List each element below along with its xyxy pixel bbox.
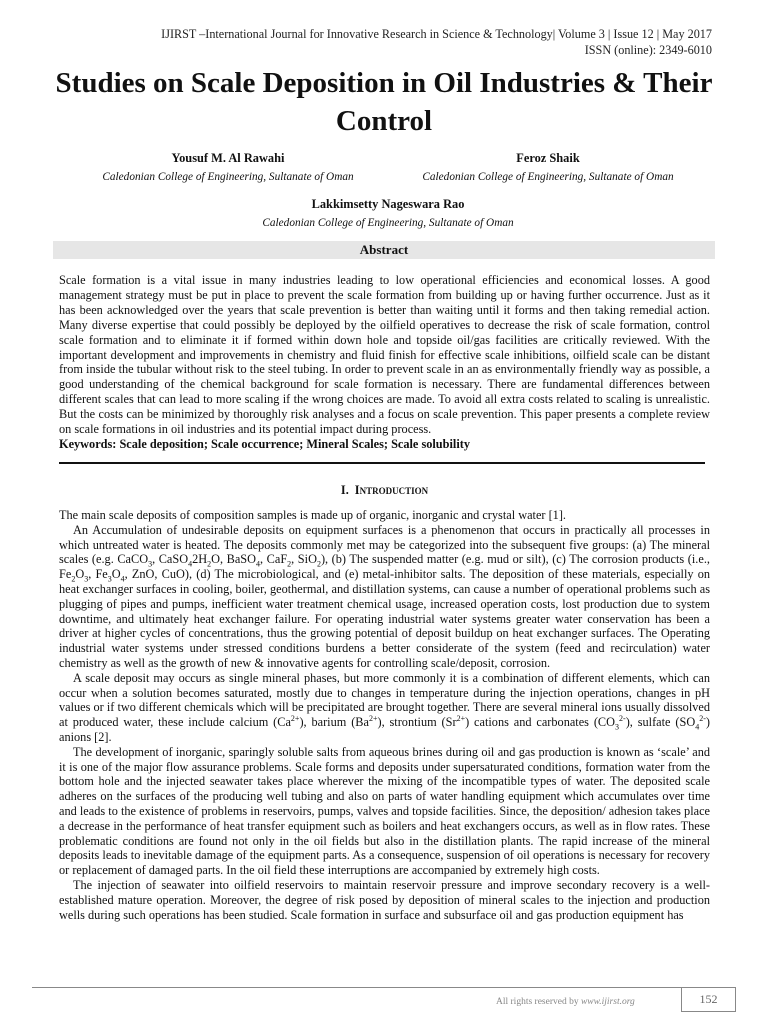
paragraph: An Accumulation of undesirable deposits on equipment surfaces is a phenomenon that occurs in practically all processes in which untreated water is heated. The deposits commonly met may be categorized into the subsequent five groups: (a) The mineral scales (e.g. CaCO$_3$, $CaSO_42H_2O$, BaSO$_4$, CaF$_2$, SiO$_2$), (b) The suspended matter (e.g. mud or silt), (c) The corrosion products (i.e., $Fe_2O_3$, $Fe_3O_4$, ZnO, CuO), (d) The microbiological, and (e) metal-inhibitor salts. The deposition of these materials, especially on heat exchanger surfaces in cooling, boiler, geothermal, and distillation systems, can cause a number of operational problems such as plugging of pipes and pumps, inefficient water treatment chemical usage, increased operation costs, lost production due to system downtime, and ultimately heat exchanger failure. For operating industrial water systems greater water conservation has been a driver at higher cycles of concentrations, thus the growing potential of deposit buildup on heat exchanger surfaces. The Operating industrial water systems under stressed conditions burdens a better considerate of the system (feed and recirculation) water chemistry as well as the growth of new & innovative agents for controlling scale/deposit, corrosion.: [59, 522, 710, 670]
journal-header: [161, 26, 712, 58]
paper-title: Studies on Scale Deposition in Oil Industries & Their Control: [55, 67, 713, 137]
divider: [59, 462, 705, 464]
paragraph: The main scale deposits of composition samples is made up of organic, inorganic and crystal water [1].: [59, 508, 567, 522]
page-number: 152: [681, 987, 736, 1012]
author-affiliation: Caledonian College of Engineering, Sultanate of Oman: [422, 171, 674, 183]
section-title: Introduction: [354, 483, 429, 497]
author-3: [60, 196, 716, 231]
footer-divider: [32, 987, 736, 988]
author-name: Feroz Shaik: [516, 151, 580, 165]
author-2: [380, 150, 716, 185]
author-name: Lakkimsetty Nageswara Rao: [311, 197, 465, 211]
keywords: Keywords: Scale deposition; Scale occurrence; Mineral Scales; Scale solubility: [59, 437, 470, 451]
site-link[interactable]: www.ijirst.org: [580, 997, 635, 1007]
issn: ISSN (online): 2349-6010: [584, 43, 712, 57]
author-affiliation: Caledonian College of Engineering, Sultanate of Oman: [262, 217, 514, 229]
paragraph: The injection of seawater into oilfield reservoirs to maintain reservoir pressure and improve secondary recovery is a well-established mature operation. Moreover, the degree of risk posed by deposition of mineral scales to the injection and production wells during such operations has been studied. Scale formation in surface and subsurface oil and gas production equipment has: [59, 877, 710, 922]
author-1: [60, 150, 396, 185]
body-text: [59, 508, 710, 922]
section-heading: [59, 482, 710, 498]
section-number: I.: [340, 483, 349, 497]
abstract-heading: Abstract: [53, 241, 715, 259]
journal-line: IJIRST –International Journal for Innovative Research in Science & Technology| Volume 3 | Issue 12 | May 2017: [161, 27, 712, 41]
author-name: Yousuf M. Al Rawahi: [171, 151, 285, 165]
paragraph: The development of inorganic, sparingly soluble salts from aqueous brines during oil and gas production is known as ‘scale’ and it is one of the major flow assurance problems. Scale forms and deposits under supersaturated conditions, formation water from the bottom hole and the injected seawater takes place wherever the mixing of the incompatible types of water. The deposited scale adheres on the surfaces of the producing well tubing and also on parts of water handling equipment which accumulates over time and leads to the existence of problems in reservoirs, pumps, valves and topside facilities. Since, the deposition/ adhesion takes place a decrease in the performance of heat transfer equipment such as boilers and heat exchangers occurs, as well as in flow rates. These problematic conditions are found not only in the oil fields but also in the distillation plants. The rapid increase of the mineral deposits leads to inevitable damage of the equipment parts. As a consequence, suspension of oil operations is necessary for recovery or replacement of damaged parts. In the oil field these interruptions are accompanied by extremely high costs.: [59, 744, 710, 878]
paragraph: A scale deposit may occurs as single mineral phases, but more commonly it is a combination of different elements, which can occur when a solution becomes saturated, mostly due to changes in temperature during the injection operations, changes in pH values or if two different chemicals which will be precipitated are brought together. There are several mineral ions usually dissolved at produced water, these include calcium $(Ca^{2+})$, barium $(Ba^{2+})$, strontium $(Sr^{2+})$ cations and carbonates $(CO_3^{2-})$, sulfate $(SO_4^{2-})$ anions [2].: [59, 670, 710, 744]
footer-rights: All rights reserved by www.ijirst.org: [496, 997, 635, 1007]
author-affiliation: Caledonian College of Engineering, Sultanate of Oman: [102, 171, 354, 183]
abstract-text: Scale formation is a vital issue in many industries leading to low operational efficiencies and economical losses. A good management strategy must be put in place to prevent the scale formation from building up or having further occurrence. Just as it has been acknowledged over the years that scale prevention is better than waiting until it forms and then taking remedial action. Many diverse expertise that could possibly be deployed by the oilfield operatives to decrease the risk of scale formation, control scale formation and to eliminate it if formed within down hole and topside oil/gas facilities are critically reviewed. With the important development and improvements in chemistry and fluid finish for effective scale inhibitions, oilfield scale can be distant from inside the tubular without risk to the steel tubing. In order to prevent scale in an as environmentally friendly way as possible, a good understanding of the chemical background for scale formation is necessary. There are fundamental differences between different scales that can lead to more scaling if the wrong choices are made. To avoid all extra costs related to scaling is unrealistic. But the costs can be minimized by thoroughly risk analyses and a focus on scale prevention. This paper presents a complete review on scale formations in oil industries and its potential impact during process.: [59, 273, 710, 437]
